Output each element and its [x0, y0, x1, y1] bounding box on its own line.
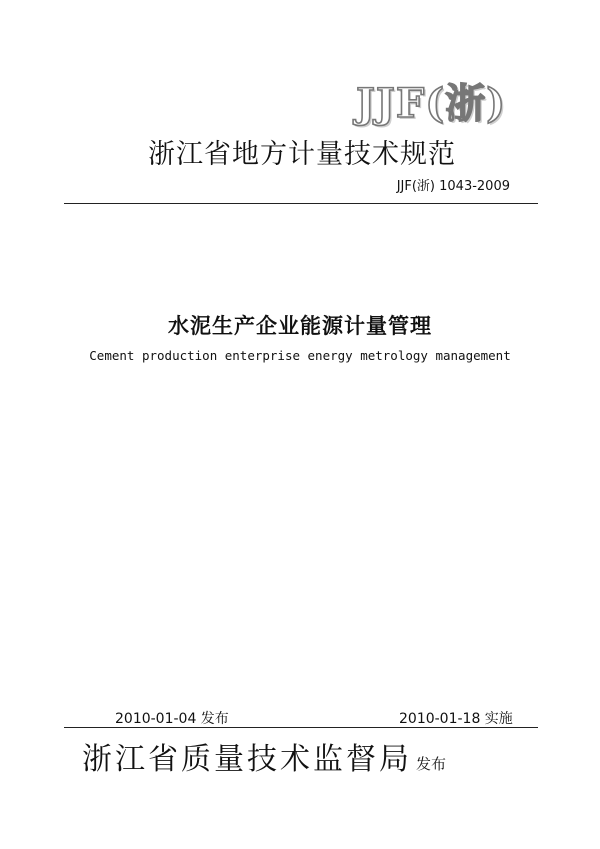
bottom-divider [64, 727, 538, 728]
issuing-authority-name: 浙江省质量技术监督局 [82, 742, 412, 777]
standard-code: JJF(浙) 1043-2009 [396, 179, 510, 194]
issue-date: 2010-01-04 发布 [115, 711, 229, 727]
document-title-cn: 水泥生产企业能源计量管理 [168, 314, 432, 338]
document-title-en: Cement production enterprise energy metrology management [89, 348, 511, 363]
issuing-authority [82, 734, 446, 778]
spec-series-title: 浙江省地方计量技术规范 [148, 139, 456, 170]
top-divider [64, 203, 538, 204]
jjf-logo: JJF(浙) [356, 80, 507, 127]
issuing-authority-suffix: 发布 [416, 755, 447, 773]
implementation-date: 2010-01-18 实施 [399, 711, 513, 727]
